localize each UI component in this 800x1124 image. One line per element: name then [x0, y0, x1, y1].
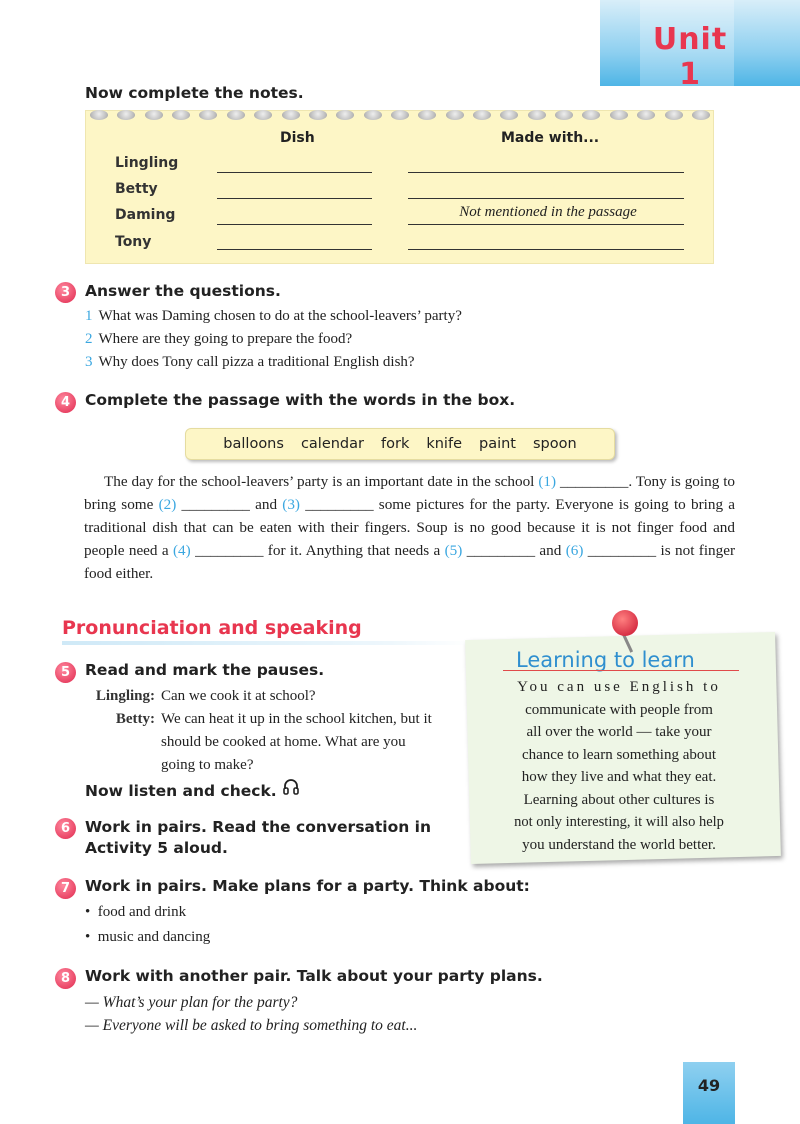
learning-text: You can use English to communicate with people from all over the world — take your chance to learn something about how they live and what they eat. Learning about other cultures is not only interesting, it will also help you understand the world better.: [514, 679, 724, 853]
example-line: — Everyone will be asked to bring something to eat...: [85, 1017, 418, 1034]
section-title: Pronunciation and speaking: [62, 617, 362, 639]
activity-number: 3: [55, 282, 76, 303]
passage: The day for the school-leavers’ party is an important date in the school (1) _________. Tony is going to bring some (2) _________ and (3) _________ some pictures for the party. Everyone is going to bring a traditional dish that can be eaten with their fingers. Soup is no good because it is not finger food and people need a (4) _________ for it. Anything that needs a (5) _________ and (6) _________ is not finger food either.: [84, 473, 736, 582]
notepad-rings: [90, 110, 710, 124]
example-line: — What’s your plan for the party?: [85, 994, 298, 1011]
headphones-icon[interactable]: [282, 778, 300, 796]
question: 1 What was Daming chosen to do at the school-leavers’ party?: [85, 308, 462, 324]
notes-instruction: Now complete the notes.: [85, 84, 304, 102]
activity-number: 8: [55, 968, 76, 989]
word: calendar: [300, 436, 364, 452]
row-name: Betty: [115, 181, 158, 197]
activity-title: Work in pairs. Make plans for a party. Think about:: [85, 877, 530, 895]
section-underline: [62, 641, 472, 645]
made-blank[interactable]: [408, 249, 684, 250]
activity-title: Complete the passage with the words in the box.: [85, 391, 516, 409]
activity-title: Answer the questions.: [85, 282, 281, 300]
activity-number: 4: [55, 392, 76, 413]
bullet-item: • music and dancing: [85, 929, 211, 945]
listen-instruction: Now listen and check.: [85, 782, 277, 800]
dialogue: Lingling: Can we cook it at school? Betty: We can heat it up in the school kitchen, but it should be cooked at home. What are you going to make?: [95, 688, 432, 773]
made-filled: Not mentioned in the passage: [459, 204, 637, 220]
dish-blank[interactable]: [217, 249, 372, 250]
word: spoon: [533, 436, 577, 452]
activity-number: 6: [55, 818, 76, 839]
activity-title: Work in pairs. Read the conversation in Activity 5 aloud.: [85, 818, 432, 857]
word-box: [185, 428, 615, 460]
made-blank: [408, 224, 684, 225]
dish-blank[interactable]: [217, 224, 372, 225]
activity-number: 7: [55, 878, 76, 899]
word: fork: [381, 436, 410, 452]
word: balloons: [223, 436, 284, 452]
activity-number: 5: [55, 662, 76, 683]
unit-title: Unit 1: [652, 22, 728, 92]
question: 2 Where are they going to prepare the food?: [85, 331, 353, 347]
made-blank[interactable]: [408, 198, 684, 199]
learning-title: Learning to learn: [516, 648, 695, 672]
bullet-item: • food and drink: [85, 904, 187, 920]
activity-title: Work with another pair. Talk about your party plans.: [85, 967, 543, 985]
dish-blank[interactable]: [217, 172, 372, 173]
dish-blank[interactable]: [217, 198, 372, 199]
page-number: 49: [697, 1076, 721, 1095]
question: 3 Why does Tony call pizza a traditional English dish?: [85, 354, 415, 370]
notes-card: [85, 110, 714, 264]
learning-underline: [503, 670, 739, 671]
made-blank[interactable]: [408, 172, 684, 173]
row-name: Daming: [115, 207, 176, 223]
row-name: Lingling: [115, 155, 179, 171]
pushpin-icon: [612, 610, 638, 636]
col-made-with: Made with...: [501, 130, 600, 146]
col-dish: Dish: [280, 130, 315, 146]
activity-title: Read and mark the pauses.: [85, 661, 325, 679]
row-name: Tony: [115, 234, 152, 250]
word: knife: [426, 436, 462, 452]
word: paint: [479, 436, 516, 452]
